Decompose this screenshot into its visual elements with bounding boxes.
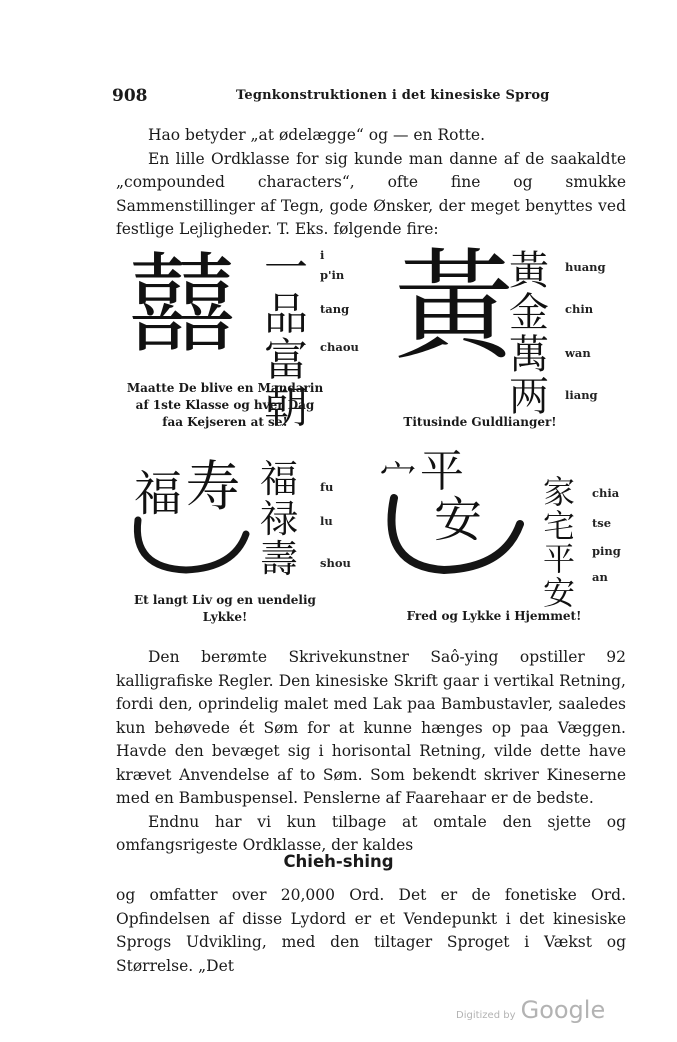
digitized-watermark	[456, 996, 605, 1024]
figure-caption: Titusinde Guldlianger!	[403, 415, 557, 429]
romanization: huang	[565, 260, 606, 274]
character: 安	[542, 573, 575, 612]
compound-character: 平	[420, 446, 464, 497]
body-paragraph: Den berømte Skrivekunstner Saô-ying opstiller 92 kalligrafiske Regler. Den kinesiske Skrift gaar i vertikal Retning, fordi den, oprindelig malet med Lak paa Bambustavler, saaledes kun behøvede ét Søm for at kunne hænges op paa Væggen. Havde den bevæget sig i horisontal Retning, vilde dette have krævet Anvendelse af to Søm. Som bekendt skriver Kineserne med en Bambuspensel. Penslerne af Faarehaar er de bedste.	[116, 648, 626, 807]
character-column	[254, 457, 304, 581]
character: 家	[542, 473, 575, 511]
compound-character: 安	[434, 492, 483, 548]
body-paragraph: og omfatter over 20,000 Ord. Det er de fonetiske Ord. Opfindelsen af disse Lydord er et Vendepunkt i det kinesiske Sprogs Udvikling, med den tiltager Sproget i Vækst og Størrelse. „Det	[116, 886, 626, 975]
character: 品	[264, 289, 308, 341]
romanization: ping	[592, 544, 621, 558]
compound-character: 黃	[394, 238, 514, 377]
intro-paragraph: En lille Ordklasse for sig kunde man danne af de saakaldte „compounded characters“, ofte fine og smukke Sammenstillinger af Tegn, gode Ønsker, der meget benyttes ved festlige Lejligheder. T. Eks. følgende fire:	[116, 149, 626, 238]
character: 朝	[264, 381, 308, 433]
romanization: chin	[565, 302, 594, 316]
compound-character: 宀	[380, 457, 417, 498]
romanization: chaou	[320, 340, 359, 354]
google-logo: Google	[520, 996, 606, 1024]
figure-caption: Et langt Liv og en uendelig Lykke!	[134, 593, 316, 624]
character: 禄	[259, 496, 298, 541]
body-text-continued	[116, 884, 626, 978]
figure-caption: Maatte De blive en Mandarin af 1ste Klasse og hver Dag faa Kejseren at se!	[126, 381, 324, 429]
compound-character: 囍	[128, 243, 237, 368]
page-number: 908	[112, 86, 148, 106]
body-paragraph: Endnu har vi kun tilbage at omtale den sjette og omfangsrigeste Ordklasse, der kaldes	[116, 812, 626, 854]
romanization: liang	[565, 388, 598, 402]
compound-character: 福	[134, 466, 183, 522]
intro-text	[116, 124, 626, 242]
running-title: Tegnkonstruktionen i det kinesiske Sprog	[236, 88, 550, 103]
character: 富	[264, 335, 308, 387]
character: 萬	[509, 332, 549, 378]
figure-caption: Fred og Lykke i Hjemmet!	[406, 609, 582, 623]
intro-line: Hao betyder „at ødelægge“ og — en Rotte.	[148, 126, 486, 144]
character: 壽	[259, 536, 298, 581]
romanization: lu	[320, 514, 333, 528]
character: 平	[542, 540, 575, 579]
romanization: tang	[320, 302, 350, 316]
character: 黃	[509, 248, 549, 294]
romanization: i	[320, 248, 325, 262]
character: 金	[509, 290, 549, 336]
romanization: shou	[320, 556, 351, 570]
romanization: p'in	[320, 268, 345, 282]
romanization: tse	[592, 516, 612, 530]
character: 两	[509, 374, 549, 420]
section-heading: Chieh-shing	[283, 852, 394, 871]
romanization: wan	[565, 346, 591, 360]
compound-character: 寿	[186, 455, 240, 518]
romanization: fu	[320, 480, 334, 494]
character: 一	[264, 243, 308, 294]
character: 宅	[542, 506, 575, 545]
watermark-prefix: Digitized by	[456, 1010, 516, 1021]
character-column	[536, 473, 582, 612]
character-column	[504, 250, 554, 418]
romanization: an	[592, 570, 608, 584]
body-text	[116, 646, 626, 858]
character: 福	[259, 457, 298, 501]
romanization: chia	[592, 486, 620, 500]
